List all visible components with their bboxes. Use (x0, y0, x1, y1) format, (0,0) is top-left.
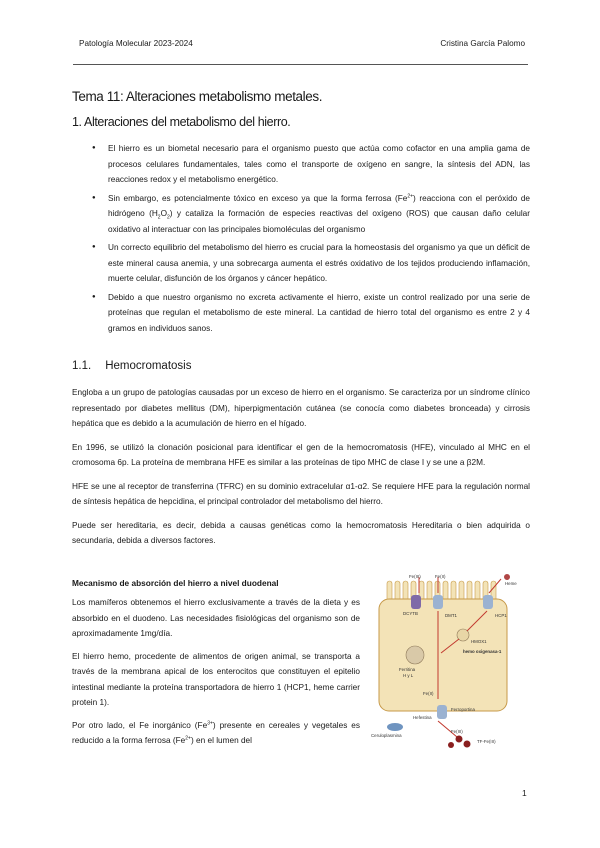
page-header (79, 39, 525, 53)
svg-text:hemo oxigenasa-1: hemo oxigenasa-1 (463, 649, 502, 654)
svg-text:DMT1: DMT1 (445, 613, 457, 618)
dmt1-icon (433, 595, 443, 609)
svg-text:Heme: Heme (505, 581, 517, 586)
subsection-name: Hemocromatosis (105, 360, 192, 372)
bullet-item: ● Sin embargo, es potencialmente tóxico en exceso ya que la forma ferrosa $(Fe^{2+})$ reacciona con el peróxido de hidrógeno $(H_2O_2)$ y cataliza la formación de especies reactivas del oxígeno (ROS) que causan daño celular oxidativo al interactuar con las principales biomoléculas del organismo (92, 191, 530, 238)
document-title: Tema 11: Alteraciones metabolismo metales. (72, 89, 323, 104)
ferroportin-icon (437, 705, 447, 719)
paragraph: HFE se une al receptor de transferrina (TFRC) en su dominio extracelular α1-α2. Se requiere HFE para la regulación normal de síntesis hepática de hepcidina, el principal controlador del metabolismo del hierro. (72, 481, 530, 506)
ferritin-icon (406, 646, 424, 664)
enterocyte-cell (379, 599, 507, 711)
mechanism-section (72, 578, 360, 756)
svg-text:DCYTB: DCYTB (403, 611, 418, 616)
hemocromatosis-body (72, 385, 530, 557)
paragraph: Por otro lado, el Fe inorgánico $(Fe^{3+})$ presente en cereales y vegetales es reducido a la forma ferrosa $(Fe^{2+})$ en el lumen del (72, 719, 360, 745)
header-author: Cristina García Palomo (440, 39, 525, 48)
paragraph: Puede ser hereditaria, es decir, debida a causas genéticas como la hemocromatosis Hereditaria o bien adquirida o secundaria, debida a diversos factores. (72, 520, 530, 545)
bullet-item: ● Debido a que nuestro organismo no excreta activamente el hierro, existe un control realizado por una serie de proteínas que regulan el metabolismo de este mineral. La cantidad de hierro total del organismo es entre 2 y 4 gramos en individuos sanos. (92, 290, 530, 337)
subsection-title (72, 360, 191, 372)
svg-text:TF-Fe(III): TF-Fe(III) (477, 739, 496, 744)
section-title: 1. Alteraciones del metabolismo del hierro. (72, 115, 291, 129)
paragraph: Los mamíferos obtenemos el hierro exclusivamente a través de la dieta y es absorbido en el duodeno. Las necesidades fisiológicas del organismo son de aproximadamente 1mg/día. (72, 598, 360, 638)
paragraph: El hierro hemo, procedente de alimentos de origen animal, se transporta a través de la membrana apical de los enterocitos que constituyen el epitelio intestinal mediante la proteína transportadora de hierro 1 (HCP1, heme carrier protein 1). (72, 651, 360, 707)
mechanism-title: Mecanismo de absorción del hierro a nivel duodenal (72, 578, 279, 588)
header-course: Patología Molecular 2023-2024 (79, 39, 193, 48)
enterocyte-iron-figure (367, 573, 531, 749)
svg-text:Ceruloplasmina: Ceruloplasmina (371, 733, 402, 738)
paragraph: Engloba a un grupo de patologías causadas por un exceso de hierro en el organismo. Se caracteriza por un síndrome clínico representado por diabetes mellitus (DM), hiperpigmentación cutánea (se conocía como diabetes bronceada) y cirrosis hepática que es debido a la acumulación de hierro en el hígado. (72, 388, 530, 428)
svg-text:HCP1: HCP1 (495, 613, 507, 618)
bullet-item: ● Un correcto equilibrio del metabolismo del hierro es crucial para la homeostasis del organismo ya que un déficit de este mineral causa anemia, y una sobrecarga aumenta el estrés oxidativo de los tejidos produciendo inflamación, muerte celular, disfunción de los órganos y cáncer hepático. (92, 240, 530, 287)
paragraph: En 1996, se utilizó la clonación posicional para identificar el gen de la hemocromatosis (HFE), vinculado al MHC en el cromosoma 6p. La proteína de membrana HFE es similar a las proteínas de tipo MHC de clase I y se une a β2M. (72, 442, 530, 467)
ceruloplasmin-icon (387, 723, 403, 731)
svg-text:Fe(III): Fe(III) (409, 574, 421, 579)
page-number: 1 (522, 788, 527, 798)
subsection-number: 1.1. (72, 360, 92, 372)
hcp1-icon (483, 595, 493, 609)
svg-text:Ferritina: Ferritina (399, 667, 416, 672)
svg-text:HMOX1: HMOX1 (471, 639, 487, 644)
svg-text:H y L: H y L (403, 673, 414, 678)
bullet-item: ● El hierro es un biometal necesario para el organismo puesto que actúa como cofactor en una amplia gama de procesos celulares fundamentales, tales como el transporte de oxígeno en sangre, la síntesis del ADN, las reacciones redox y el metabolismo energético. (92, 141, 530, 188)
svg-text:Fe(III): Fe(III) (451, 729, 463, 734)
svg-text:Fe(II): Fe(II) (435, 574, 446, 579)
heme-icon (504, 574, 510, 580)
header-rule (73, 64, 528, 65)
svg-text:Ferroportina: Ferroportina (451, 707, 475, 712)
bullet-list (92, 141, 530, 339)
dcytb-icon (411, 595, 421, 609)
transferrin-icon (448, 736, 471, 749)
svg-text:Fe(II): Fe(II) (423, 691, 434, 696)
svg-text:Hefestina: Hefestina (413, 715, 432, 720)
